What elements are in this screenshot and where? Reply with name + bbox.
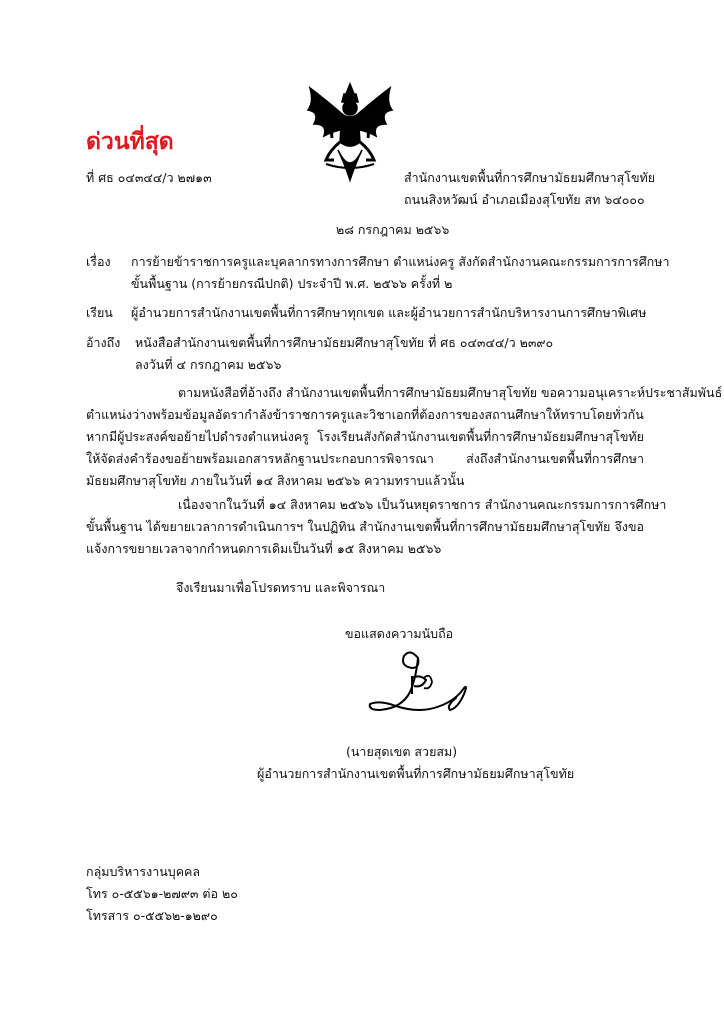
- department-name: กลุ่มบริหารงานบุคคล: [86, 864, 201, 879]
- paragraph-1-rest: ตำแหน่งว่างพร้อมข้อมูลอัตรากำลังข้าราชการครูและวิชาเอกที่ต้องการของสถานศึกษาให้ทราบโดยทั่วกัน หากมีผู้ประสงค์ขอย้ายไปดำรงตำแหน่งครู โรงเรียนสังกัดสำนักงานเขตพื้นที่การศึกษามัธยมศึกษาสุโขทัย ให้จัดส่งคำร้องขอย้ายพร้อมเอกสารหลักฐานประกอบการพิจารณา ส่งถึงสำนักงานเขตพื้นที่การศึกษามัธยมศึกษาสุโขทัย ภายในวันที่ ๑๔ สิงหาคม ๒๕๖๖ ความทราบแล้วนั้น: [86, 407, 644, 488]
- telephone: โทร ๐-๕๕๖๑-๒๗๙๓ ต่อ ๒๐: [86, 886, 238, 901]
- to-text: ผู้อำนวยการสำนักงานเขตพื้นที่การศึกษาทุกเขต และผู้อำนวยการสำนักบริหารงานการศึกษาพิเศษ: [131, 305, 647, 320]
- reference-line-2: ลงวันที่ ๔ กรกฎาคม ๒๕๖๖: [135, 357, 282, 372]
- subject-label: เรื่อง: [86, 254, 111, 269]
- subject-line-1: การย้ายข้าราชการครูและบุคลากรทางการศึกษา ตำแหน่งครู สังกัดสำนักงานคณะกรรมการการศึกษา: [131, 254, 670, 269]
- subject-line-2: ขั้นพื้นฐาน (การย้ายกรณีปกติ) ประจำปี พ.ศ. ๒๕๖๖ ครั้งที่ ๒: [131, 276, 453, 291]
- garuda-emblem-icon: [300, 80, 400, 188]
- office-address: ถนนสิงหวัฒน์ อำเภอเมืองสุโขทัย สท ๖๔๐๐๐: [404, 192, 645, 207]
- signer-name: (นายสุดเขต สวยสม): [346, 744, 458, 759]
- regards-line: ขอแสดงความนับถือ: [345, 626, 454, 641]
- reference-line-1: หนังสือสำนักงานเขตพื้นที่การศึกษามัธยมศึกษาสุโขทัย ที่ ศธ ๐๔๓๔๔/ว ๒๓๙๐: [135, 335, 554, 350]
- letter-date: ๒๘ กรกฎาคม ๒๕๖๖: [336, 222, 450, 237]
- paragraph-2-rest: ขั้นพื้นฐาน ได้ขยายเวลาการดำเนินการฯ ในปฏิทิน สำนักงานเขตพื้นที่การศึกษามัธยมศึกษาสุโขทัย จึงขอแจ้งการขยายเวลาจากกำหนดการเดิมเป็นวันที่ ๑๕ สิงหาคม ๒๕๖๖: [86, 519, 644, 556]
- paragraph-2-first-line: เนื่องจากในวันที่ ๑๔ สิงหาคม ๒๕๖๖ เป็นวันหยุดราชการ สำนักงานคณะกรรมการการศึกษา: [178, 497, 667, 512]
- closing-line: จึงเรียนมาเพื่อโปรดทราบ และพิจารณา: [176, 580, 386, 595]
- reference-label: อ้างถึง: [86, 335, 121, 350]
- urgency-label: ด่วนที่สุด: [86, 129, 174, 155]
- to-label: เรียน: [86, 305, 113, 320]
- office-name: สำนักงานเขตพื้นที่การศึกษามัธยมศึกษาสุโขทัย: [404, 170, 656, 185]
- fax: โทรสาร ๐-๕๕๖๒-๑๒๙๐: [86, 908, 218, 923]
- handwritten-signature: [360, 648, 480, 720]
- reference-number: ที่ ศธ ๐๔๓๔๔/ว ๒๗๑๓: [86, 170, 212, 185]
- body-paragraph-2: [86, 494, 667, 560]
- paragraph-1-first-line: ตามหนังสือที่อ้างถึง สำนักงานเขตพื้นที่การศึกษามัธยมศึกษาสุโขทัย ขอความอนุเคราะห์ประชาสัมพันธ์: [178, 385, 723, 400]
- signer-title: ผู้อำนวยการสำนักงานเขตพื้นที่การศึกษามัธยมศึกษาสุโขทัย: [257, 766, 575, 781]
- body-paragraph-1: [86, 382, 723, 492]
